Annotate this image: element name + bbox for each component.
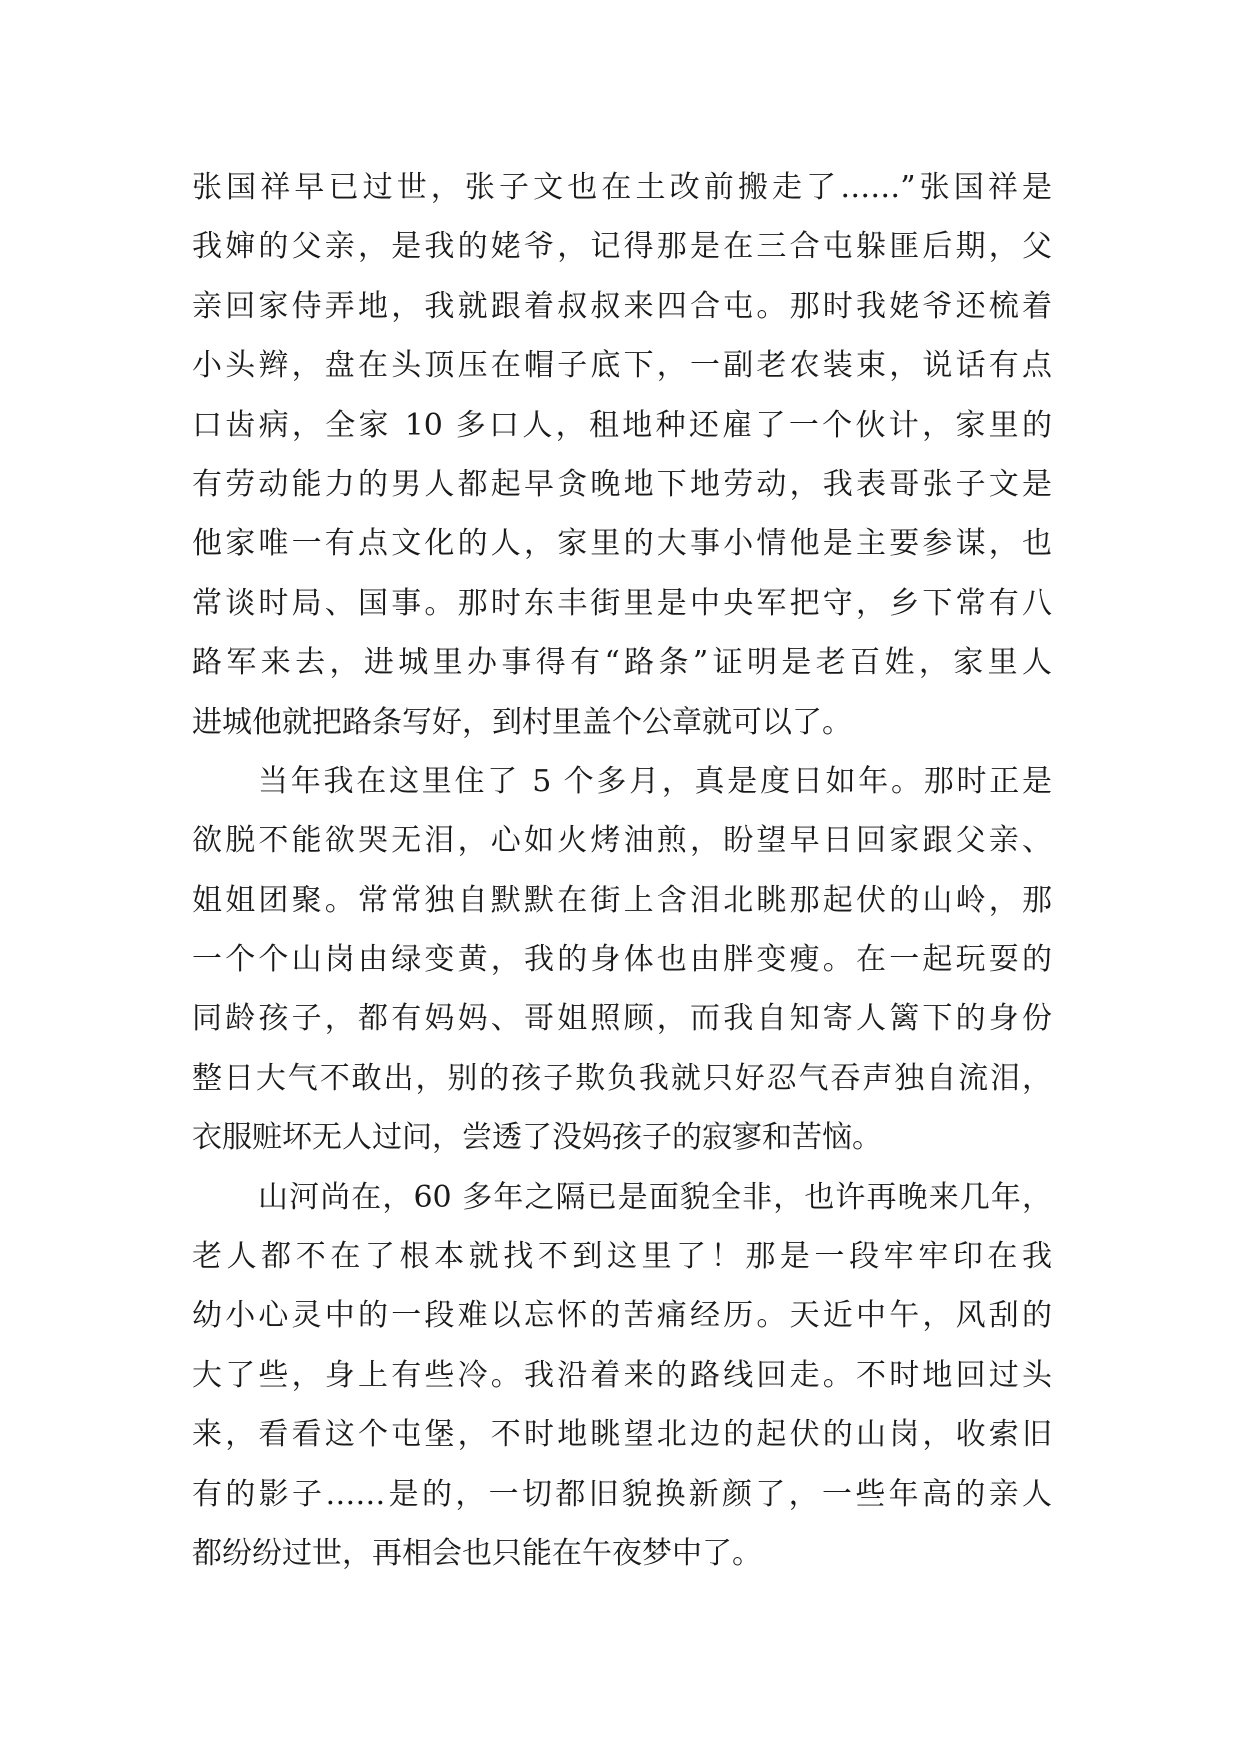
paragraph-1: [192, 158, 1052, 752]
paragraph-2: [192, 752, 1052, 1168]
text-line: 路军来去，进城里办事得有“路条”证明是老百姓，家里人: [192, 645, 1052, 681]
paragraph-3: [192, 1168, 1052, 1584]
text-line: 亲回家侍弄地，我就跟着叔叔来四合屯。那时我姥爷还梳着: [192, 288, 1052, 324]
text-line: 老人都不在了根本就找不到这里了！那是一段牢牢印在我: [192, 1239, 1052, 1275]
text-line: 有劳动能力的男人都起早贪晚地下地劳动，我表哥张子文是: [192, 466, 1052, 502]
text-line: 当年我在这里住了 5 个多月，真是度日如年。那时正是: [258, 763, 1052, 799]
text-line: 幼小心灵中的一段难以忘怀的苦痛经历。天近中午，风刮的: [192, 1298, 1052, 1334]
text-line: 一个个山岗由绿变黄，我的身体也由胖变瘦。在一起玩耍的: [192, 942, 1052, 978]
text-line: 山河尚在，60 多年之隔已是面貌全非，也许再晚来几年，: [258, 1179, 1052, 1215]
text-line: 欲脱不能欲哭无泪，心如火烤油煎，盼望早日回家跟父亲、: [192, 823, 1052, 859]
text-line: 小头辫，盘在头顶压在帽子底下，一副老农装束，说话有点: [192, 348, 1052, 384]
text-line: 常谈时局、国事。那时东丰街里是中央军把守，乡下常有八: [192, 585, 1052, 621]
text-line: 口齿病，全家 10 多口人，租地种还雇了一个伙计，家里的: [192, 407, 1052, 443]
text-line: 我婶的父亲，是我的姥爷，记得那是在三合屯躲匪后期，父: [192, 229, 1052, 265]
text-line: 整日大气不敢出，别的孩子欺负我就只好忍气吞声独自流泪，: [192, 1060, 1052, 1096]
text-line: 同龄孩子，都有妈妈、哥姐照顾，而我自知寄人篱下的身份: [192, 1001, 1052, 1037]
text-line: 大了些，身上有些冷。我沿着来的路线回走。不时地回过头: [192, 1357, 1052, 1393]
text-line: 都纷纷过世，再相会也只能在午夜梦中了。: [192, 1535, 762, 1571]
text-line: 他家唯一有点文化的人，家里的大事小情他是主要参谋，也: [192, 526, 1052, 562]
text-line: 张国祥早已过世，张子文也在土改前搬走了……”张国祥是: [192, 170, 1052, 205]
text-line: 姐姐团聚。常常独自默默在街上含泪北眺那起伏的山岭，那: [192, 882, 1052, 918]
text-line: 衣服赃坏无人过问，尝透了没妈孩子的寂寥和苦恼。: [192, 1120, 882, 1156]
text-line: 进城他就把路条写好，到村里盖个公章就可以了。: [192, 704, 852, 740]
body-text: [192, 158, 1052, 1583]
text-line: 来，看看这个屯堡，不时地眺望北边的起伏的山岗，收索旧: [192, 1417, 1052, 1453]
text-line: 有的影子……是的，一切都旧貌换新颜了，一些年高的亲人: [192, 1476, 1052, 1512]
